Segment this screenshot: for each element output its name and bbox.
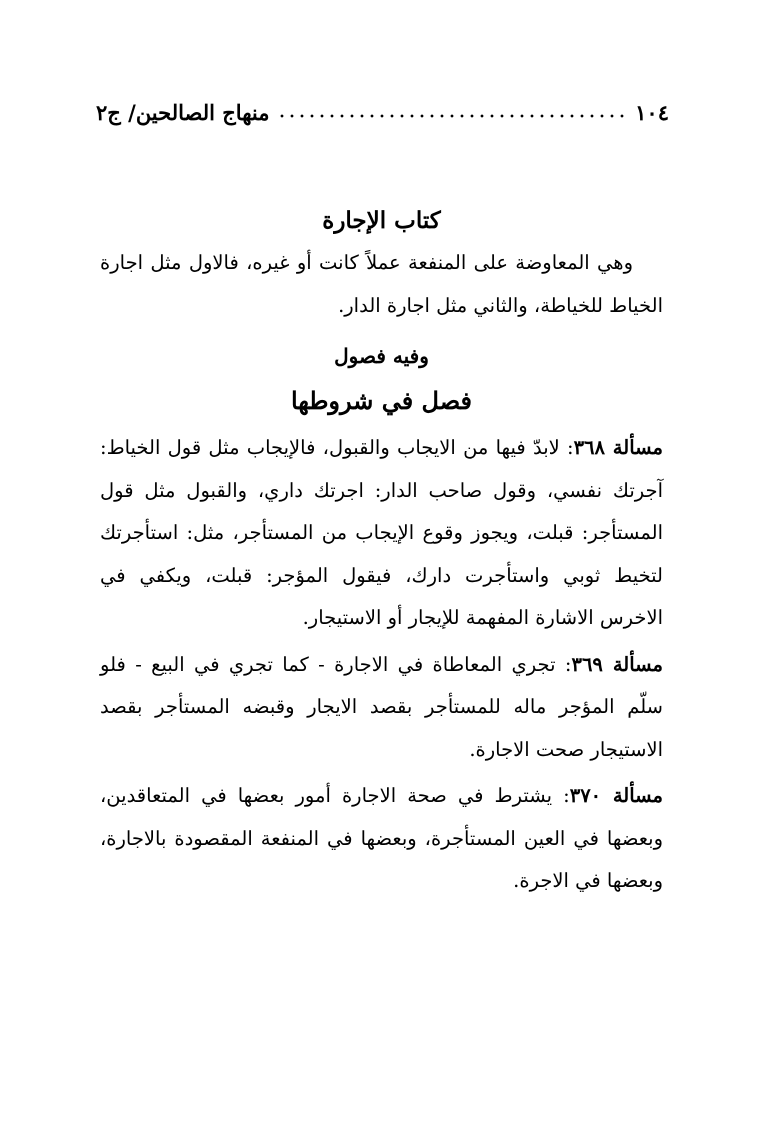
issue-text: : لابدّ فيها من الايجاب والقبول، فالإيجاب مثل قول الخياط: آجرتك نفسي، وقول صاحب الدار: اجرتك داري، والقبول مثل قول المستأجر: قبلت، ويجوز وقوع الإيجاب من المستأجر، مثل: استأجرتك لتخيط ثوبي واستأجرت دارك، فيقول المؤجر: قبلت، ويكفي في الاخرس الاشارة المفهمة للإيجار أو الاستيجار.	[100, 436, 663, 629]
page-body	[100, 200, 663, 903]
book-heading: كتاب الإجارة	[322, 207, 441, 234]
dotted-leader	[277, 114, 627, 118]
sections-note: وفيه فصول	[334, 344, 429, 368]
issue-label: مسألة ٣٦٨	[573, 436, 663, 459]
chapter-heading: فصل في شروطها	[290, 386, 473, 415]
issue-paragraph	[100, 775, 663, 903]
intro-paragraph: وهي المعاوضة على المنفعة عملاً كانت أو غيره، فالاول مثل اجارة الخياط للخياطة، والثاني مثل اجارة الدار.	[100, 251, 663, 317]
issue-label: مسألة ٣٧٠	[569, 784, 663, 807]
issue-text: : تجري المعاطاة في الاجارة - كما تجري في البيع - فلو سلّم المؤجر ماله للمستأجر بقصد الايجار وقبضه المستأجر بقصد الاستيجار صحت الاجارة.	[100, 652, 663, 761]
issue-label: مسألة ٣٦٩	[571, 652, 664, 676]
running-header	[96, 92, 669, 132]
page-number: ١٠٤	[635, 99, 669, 125]
issue-text: : يشترط في صحة الاجارة أمور بعضها في المتعاقدين، وبعضها في العين المستأجرة، وبعضها في المنفعة المقصودة بالاجارة، وبعضها في الاجرة.	[100, 784, 663, 892]
issue-paragraph	[100, 427, 663, 640]
book-title: منهاج الصالحين/ ج٢	[96, 99, 270, 125]
issue-paragraph	[100, 644, 663, 772]
